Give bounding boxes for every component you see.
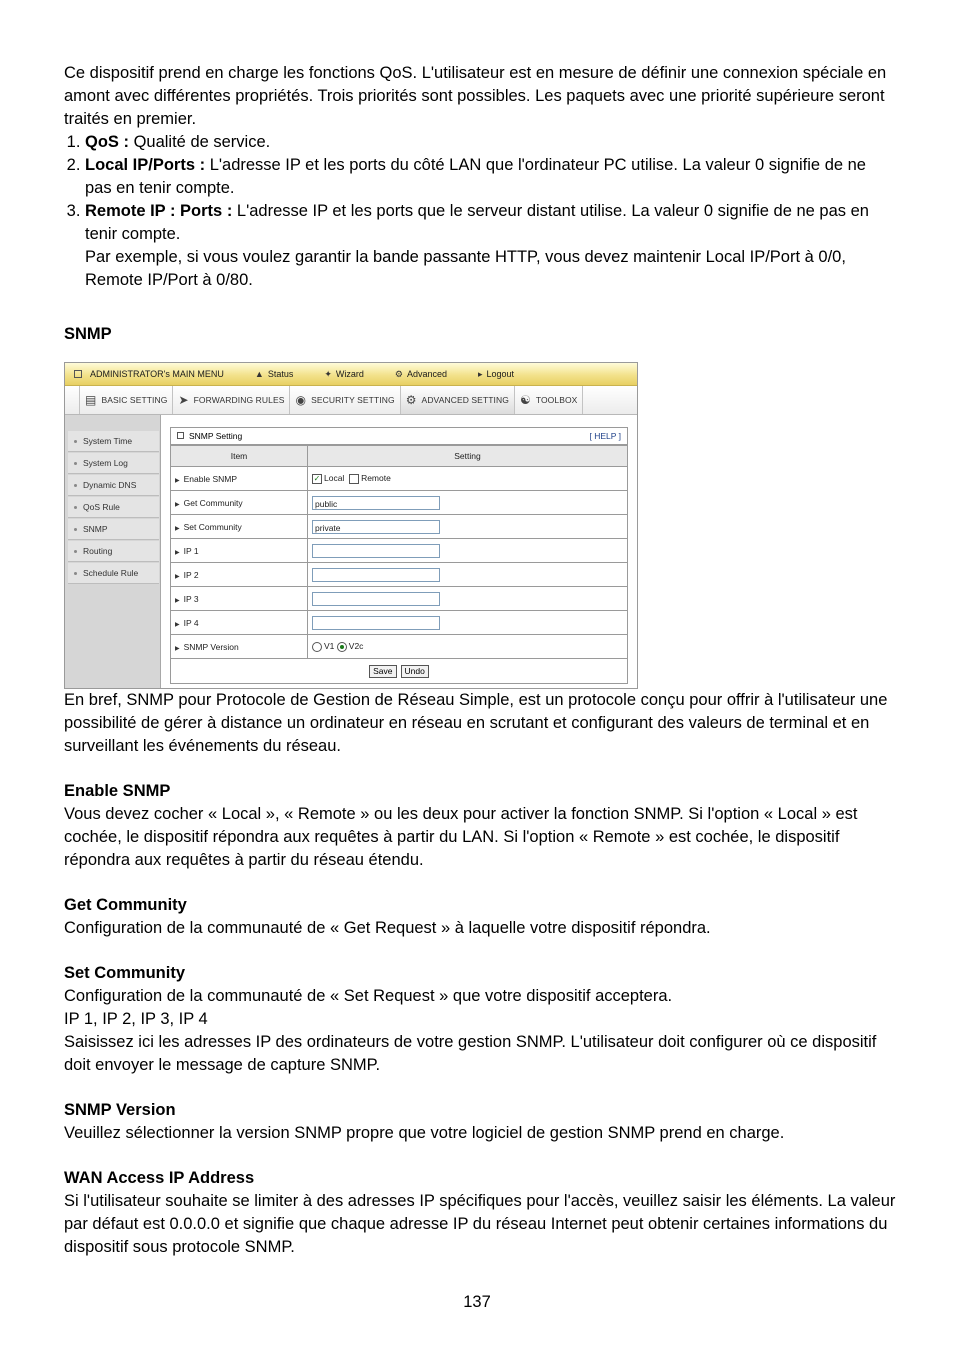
sidebar-item-label: System Log — [83, 458, 128, 468]
top-menu-bar — [65, 363, 637, 386]
advanced-link[interactable] — [395, 369, 447, 380]
section-body: Configuration de la communauté de « Set Request » que votre dispositif acceptera. — [64, 987, 673, 1005]
row-setting — [308, 563, 628, 587]
tab-label: ADVANCED SETTING — [421, 395, 509, 405]
sidebar-item-qos-rule[interactable] — [68, 497, 159, 518]
toolbox-icon: ☯ — [519, 393, 531, 407]
triangle-right-icon: ▶ — [175, 573, 180, 580]
triangle-right-icon: ▶ — [175, 525, 180, 532]
row-label — [171, 587, 308, 611]
sidebar-item-dynamic-dns[interactable] — [68, 475, 159, 496]
v2c-radio[interactable] — [337, 642, 347, 652]
row-label — [171, 467, 308, 491]
section-title: Enable SNMP — [64, 782, 171, 800]
table-row — [171, 515, 628, 539]
main-menu-label: ADMINISTRATOR's MAIN MENU — [90, 369, 224, 379]
wizard-label: Wizard — [335, 369, 364, 379]
term-local-ip: Local IP/Ports : — [85, 156, 206, 174]
remote-label: Remote — [361, 473, 391, 484]
wizard-link[interactable] — [324, 369, 364, 380]
status-icon: ▲ — [254, 369, 264, 379]
snmp-description: En bref, SNMP pour Protocole de Gestion de Réseau Simple, est un protocole conçu pour offrir à l'utilisateur une possibilité de gérer à distance un ordinateur en réseau en scrutant et configurant des valeurs de terminal et en surveillant les événements du réseau. — [64, 691, 888, 755]
bullet-icon — [74, 440, 77, 443]
bullet-icon — [74, 528, 77, 531]
sidebar-item-snmp[interactable] — [68, 519, 159, 540]
wizard-icon: ✦ — [324, 368, 332, 379]
section-title: Get Community — [64, 896, 187, 914]
row-setting — [308, 539, 628, 563]
lock-icon: ◉ — [295, 393, 307, 407]
triangle-right-icon: ▶ — [175, 501, 180, 508]
ip1-label: IP 1 — [183, 545, 199, 556]
sidebar-item-label: System Time — [83, 436, 133, 446]
tab-label: BASIC SETTING — [101, 395, 168, 405]
row-setting — [308, 491, 628, 515]
triangle-right-icon: ▶ — [175, 621, 180, 628]
v2c-label: V2c — [348, 641, 364, 652]
status-link[interactable] — [255, 369, 293, 379]
row-label — [171, 515, 308, 539]
bullet-icon — [74, 550, 77, 553]
table-row — [171, 467, 628, 491]
panel-title — [177, 431, 242, 441]
save-button[interactable]: Save — [369, 665, 396, 678]
bullet-icon — [74, 506, 77, 509]
row-label — [171, 635, 308, 659]
section-title: WAN Access IP Address — [64, 1169, 255, 1187]
snmp-setting-panel — [170, 427, 628, 684]
enable-snmp-label: Enable SNMP — [183, 473, 238, 484]
snmp-version-label: SNMP Version — [183, 641, 239, 652]
example-text: Par exemple, si vous voulez garantir la bande passante HTTP, vous devez maintenir Local IP/Port à 0/0, Remote IP/Port à 0/80. — [85, 248, 846, 289]
forward-icon: ➤ — [178, 393, 189, 407]
tab-label: TOOLBOX — [535, 395, 578, 405]
sidebar — [65, 415, 161, 688]
ip1-input[interactable] — [312, 544, 440, 558]
table-header — [171, 446, 628, 467]
settings-table — [170, 445, 628, 659]
set-community-input[interactable]: private — [312, 520, 440, 534]
section-body: Si l'utilisateur souhaite se limiter à des adresses IP spécifiques pour l'accès, veuillez saisir les éléments. La valeur par défaut est 0.0.0.0 et signifie que chaque adresse IP du réseau Internet peut obtenir certaines informations du dispositif sous protocole SNMP. — [64, 1192, 896, 1256]
definition-local-ip: L'adresse IP et les ports du côté LAN que l'ordinateur PC utilise. La valeur 0 signifie de ne pas en tenir compte. — [85, 156, 866, 197]
row-setting — [308, 635, 628, 659]
book-icon: ▤ — [85, 393, 97, 407]
row-setting — [308, 467, 628, 491]
ip3-input[interactable] — [312, 592, 440, 606]
sidebar-item-label: Schedule Rule — [83, 568, 139, 578]
undo-button[interactable]: Undo — [401, 665, 429, 678]
table-row — [171, 635, 628, 659]
section-body: Vous devez cocher « Local », « Remote » ou les deux pour activer la fonction SNMP. Si l'option « Local » est cochée, le dispositif répondra aux requêtes à partir du LAN. Si l'option « Remote » est cochée, le dispositif répondra aux requêtes à partir du réseau étendu. — [64, 805, 858, 869]
ip2-label: IP 2 — [183, 569, 199, 580]
triangle-right-icon: ▶ — [175, 549, 180, 556]
row-label — [171, 539, 308, 563]
row-label — [171, 491, 308, 515]
panel-title-text: SNMP Setting — [189, 431, 243, 441]
page-number: 137 — [463, 1293, 491, 1311]
snmp-settings-screenshot — [64, 362, 638, 689]
advanced-label: Advanced — [406, 369, 447, 379]
square-icon — [74, 370, 82, 378]
section-title: SNMP Version — [64, 1101, 176, 1119]
triangle-right-icon: ▶ — [175, 477, 180, 484]
sidebar-item-label: SNMP — [83, 524, 108, 534]
sidebar-item-label: QoS Rule — [83, 502, 120, 512]
sidebar-item-system-time[interactable] — [68, 431, 159, 452]
sidebar-item-label: Routing — [83, 546, 113, 556]
sidebar-item-label: Dynamic DNS — [83, 480, 137, 490]
ip4-label: IP 4 — [183, 617, 199, 628]
v1-radio[interactable] — [312, 642, 322, 652]
square-icon — [177, 432, 184, 439]
term-qos: QoS : — [85, 133, 129, 151]
triangle-right-icon: ▶ — [175, 645, 180, 652]
main-tabs — [65, 386, 637, 415]
tab-forwarding-rules[interactable] — [172, 386, 289, 414]
set-community-label: Set Community — [183, 521, 242, 532]
column-header-setting: Setting — [308, 446, 628, 467]
tab-security-setting[interactable] — [289, 386, 399, 414]
bullet-icon — [74, 484, 77, 487]
button-row — [170, 659, 628, 684]
table-row — [171, 491, 628, 515]
table-row — [171, 539, 628, 563]
section-subtitle: IP 1, IP 2, IP 3, IP 4 — [64, 1010, 208, 1028]
section-body: Veuillez sélectionner la version SNMP propre que votre logiciel de gestion SNMP prend en charge. — [64, 1124, 785, 1142]
row-label — [171, 563, 308, 587]
table-row — [171, 587, 628, 611]
tab-toolbox[interactable] — [514, 386, 584, 414]
arrow-right-icon: ▸ — [478, 368, 483, 379]
logout-label: Logout — [486, 369, 515, 379]
list-item — [85, 131, 896, 154]
triangle-right-icon: ▶ — [175, 597, 180, 604]
intro-paragraph: Ce dispositif prend en charge les fonctions QoS. L'utilisateur est en mesure de définir une connexion spéciale en amont avec différentes propriétés. Trois priorités sont possibles. Les paquets avec une priorité supérieure seront traités en premier. — [64, 64, 887, 128]
gear-icon: ⚙ — [405, 393, 417, 407]
main-menu-link[interactable] — [74, 369, 224, 379]
local-checkbox[interactable]: ✓ — [313, 473, 321, 483]
ip3-label: IP 3 — [183, 593, 199, 604]
table-row — [171, 611, 628, 635]
panel-header — [170, 427, 628, 445]
row-setting — [308, 611, 628, 635]
tab-label: FORWARDING RULES — [193, 395, 285, 405]
help-link[interactable]: [ HELP ] — [589, 431, 621, 441]
bullet-icon — [74, 572, 77, 575]
snmp-heading: SNMP — [64, 325, 112, 343]
section-title: Set Community — [64, 964, 186, 982]
table-row — [171, 563, 628, 587]
definition-list — [64, 131, 896, 292]
row-label — [171, 611, 308, 635]
sidebar-item-schedule-rule[interactable] — [68, 563, 159, 584]
logout-link[interactable] — [478, 369, 514, 380]
tab-advanced-setting[interactable] — [400, 386, 514, 414]
section-body: Configuration de la communauté de « Get Request » à laquelle votre dispositif répondra. — [64, 919, 711, 937]
definition-remote-ip: L'adresse IP et les ports que le serveur distant utilise. La valeur 0 signifie de ne pas en tenir compte. — [85, 202, 869, 243]
row-setting — [308, 515, 628, 539]
get-community-label: Get Community — [183, 497, 243, 508]
column-header-item: Item — [171, 446, 308, 467]
tab-basic-setting[interactable] — [79, 386, 172, 414]
get-community-input[interactable]: public — [312, 496, 440, 510]
section-body: Saisissez ici les adresses IP des ordinateurs de votre gestion SNMP. L'utilisateur doit configurer où ce dispositif doit envoyer le message de capture SNMP. — [64, 1033, 877, 1074]
sidebar-item-routing[interactable] — [68, 541, 159, 562]
tab-label: SECURITY SETTING — [311, 395, 395, 405]
ip2-input[interactable] — [312, 568, 440, 582]
local-label: Local — [324, 473, 345, 484]
list-item — [85, 200, 896, 292]
definition-qos: Qualité de service. — [129, 133, 271, 151]
row-setting — [308, 587, 628, 611]
advanced-icon: ⚙ — [394, 368, 403, 379]
status-label: Status — [267, 369, 294, 379]
list-item — [85, 154, 896, 200]
bullet-icon — [74, 462, 77, 465]
term-remote-ip: Remote IP : Ports : — [85, 202, 233, 220]
sidebar-item-system-log[interactable] — [68, 453, 159, 474]
ip4-input[interactable] — [312, 616, 440, 630]
v1-label: V1 — [324, 641, 335, 652]
remote-checkbox[interactable] — [349, 474, 359, 484]
